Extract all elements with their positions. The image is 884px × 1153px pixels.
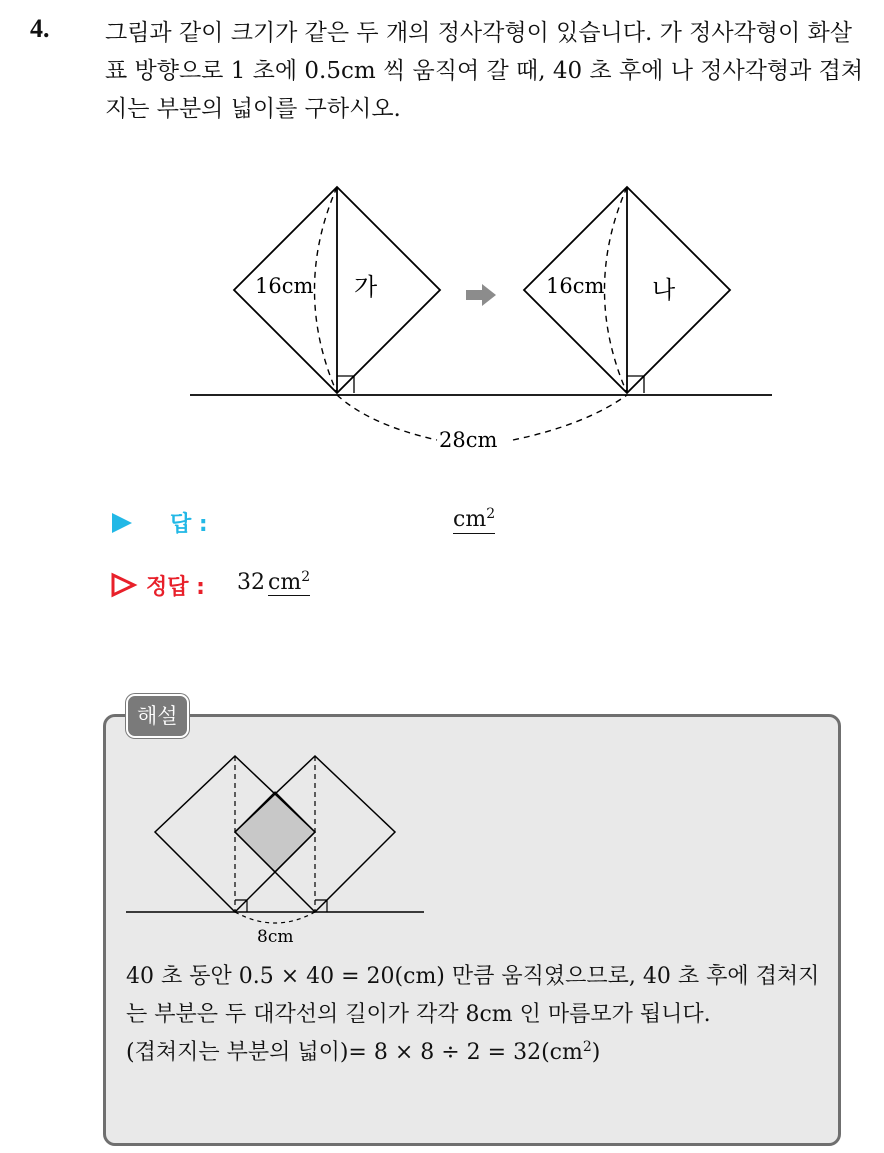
- solution-line-1: 40 초 동안 0.5 × 40 = 20(cm) 만큼 움직였으므로, 40 초 후에 겹쳐지는 부분은 두 대각선의 길이가 각각 8cm 인 마름모가 됩니다.: [126, 964, 820, 1027]
- correct-answer-number: 32: [237, 570, 265, 595]
- correct-answer-unit-exponent: 2: [301, 569, 311, 585]
- correct-answer-label: 정답 :: [146, 575, 205, 600]
- solution-tag: 해설: [126, 694, 189, 738]
- answer-row: [108, 505, 708, 545]
- solution-line-2-suffix: ): [591, 1040, 601, 1065]
- square-a-name: 가: [354, 273, 378, 301]
- answer-unit-exponent: 2: [486, 506, 496, 522]
- distance-arc-left: [337, 395, 437, 440]
- square-b-name: 나: [652, 276, 676, 304]
- solution-line-2: [126, 1034, 836, 1072]
- answer-label: 답 :: [170, 512, 208, 537]
- correct-answer-unit-text: cm: [268, 570, 302, 595]
- problem-figure: [0, 150, 884, 480]
- correct-answer-unit: [268, 570, 310, 596]
- question-text: 그림과 같이 크기가 같은 두 개의 정사각형이 있습니다. 가 정사각형이 화살표 방향으로 1 초에 0.5cm 씩 움직여 갈 때, 40 초 후에 나 정사각형과 겹쳐지는 부분의 넓이를 구하시오.: [105, 20, 864, 122]
- correct-answer-row: [108, 568, 708, 608]
- solution-line-2-exponent: 2: [582, 1039, 592, 1055]
- outline-triangle-icon: [110, 572, 138, 598]
- question-number: 4.: [30, 14, 50, 43]
- correct-answer-value: [237, 570, 310, 595]
- square-a-side-label: 16cm: [255, 274, 314, 298]
- answer-unit: [453, 507, 495, 534]
- answer-unit-text: cm: [453, 507, 487, 532]
- square-b-side-arc: [605, 187, 628, 393]
- solution-distance-label: 8cm: [257, 927, 294, 947]
- distance-arc-right: [513, 395, 627, 440]
- solution-distance-arc: [235, 912, 315, 923]
- distance-label: 28cm: [439, 428, 498, 452]
- right-arrow-icon: [466, 284, 496, 306]
- square-b-side-label: 16cm: [546, 274, 605, 298]
- play-triangle-icon: [112, 513, 132, 533]
- overlap-rhombus: [235, 792, 315, 872]
- solution-text: [126, 958, 836, 1072]
- square-a-side-arc: [315, 187, 338, 393]
- solution-line-2-prefix: (겹쳐지는 부분의 넓이)= 8 × 8 ÷ 2 = 32(cm: [126, 1040, 583, 1065]
- solution-figure: [120, 748, 440, 953]
